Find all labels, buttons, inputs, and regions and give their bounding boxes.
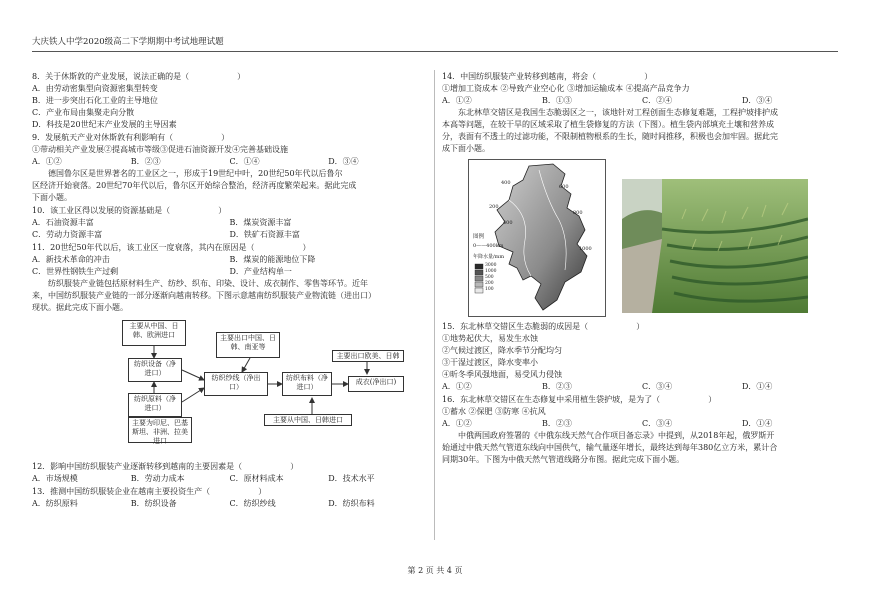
ruhr-intro-1: 德国鲁尔区是世界著名的工业区之一，形成于19世纪中叶，20世纪50年代以后鲁尔 (48, 169, 343, 178)
pipeline-intro-1: 中俄两国政府签署的《中俄东线天然气合作项目备忘录》中提到，从2018年起，俄罗斯开 (458, 431, 775, 440)
q15-option-c: C．③④ (642, 382, 673, 391)
q14-options (442, 95, 842, 107)
contour-label: 1000 (579, 246, 592, 252)
question-12: 12．影响中国纺织服装产业逐渐转移到越南的主要因素是（ ） (32, 462, 299, 471)
box-garment: 成衣(净出口) (348, 376, 404, 392)
page-footer (0, 565, 870, 577)
legend-value: 3000 (485, 263, 497, 268)
map-scale: 0——400km (473, 243, 504, 249)
q14-choices: ①增加工资成本 ②导致产业空心化 ③增加运输成本 ④提高产品竞争力 (442, 84, 690, 93)
slope-photo (622, 179, 808, 313)
q10-option-b: B．煤炭资源丰富 (229, 218, 292, 227)
q12-option-d: D．技术水平 (328, 474, 375, 483)
q12-option-b: B．劳动力成本 (130, 474, 185, 483)
exam-header (32, 36, 838, 52)
question-11: 11．20世纪50年代以后，该工业区一度衰落，其内在原因是（ ） (32, 243, 311, 252)
textile-flowchart (32, 320, 427, 453)
q8-option-b: B．进一步突出石化工业的主导地位 (32, 96, 158, 105)
q16-option-a: A．①② (442, 419, 472, 428)
question-16: 16．东北林草交错区在生态修复中采用植生袋护坡，是为了（ ） (442, 395, 717, 404)
q10-option-c: C．劳动力资源丰富 (32, 230, 103, 239)
question-8: 8．关于休斯敦的产业发展，说法正确的是（ ） (32, 72, 246, 81)
q15-choice-3: ③干湿过渡区，降水变率小 (442, 358, 538, 367)
q9-option-b: B．②③ (130, 157, 161, 166)
exam-title: 大庆铁人中学2020级高二下学期期中考试地理试题 (32, 37, 224, 47)
question-14: 14．中国纺织服装产业转移到越南，将会（ ） (442, 72, 653, 81)
q16-option-b: B．②③ (542, 419, 572, 428)
q16-option-c: C．③④ (642, 419, 673, 428)
figure-row (442, 159, 842, 317)
contour-label: 400 (501, 180, 511, 186)
legend-value: 100 (485, 287, 494, 292)
q13-options (32, 498, 427, 510)
q13-option-d: D．纺织布料 (328, 499, 375, 508)
q10-options-row1 (32, 217, 427, 229)
legend-value: 500 (485, 275, 494, 280)
q14-option-c: C．②④ (642, 96, 673, 105)
q13-option-c: C．纺织纱线 (229, 499, 276, 508)
question-10: 10．该工业区得以发展的资源基础是（ ） (32, 206, 227, 215)
q9-choices: ①带动相关产业发展②提高城市等级③促进石油资源开发④完善基础设施 (32, 145, 288, 154)
q13-option-b: B．纺织设备 (130, 499, 177, 508)
ecotone-intro-3: 分，表面有不透土的过滤功能，不限制植物根系的生长，随时间推移，积极也会加牢固。据此完 (442, 132, 778, 141)
contour-label: 800 (573, 210, 583, 216)
q9-option-d: D．③④ (328, 157, 359, 166)
textile-intro-3: 现状。据此完成下面小题。 (32, 303, 128, 312)
legend-value: 200 (485, 281, 494, 286)
page-number: 第 2 页 共 4 页 (407, 566, 463, 575)
contour-label: 200 (489, 204, 499, 210)
q15-option-a: A．①② (442, 382, 472, 391)
q15-options (442, 381, 842, 393)
q11-options-row1 (32, 254, 427, 266)
box-export-us: 主要出口欧美、日韩 (332, 350, 404, 362)
precipitation-map (468, 159, 606, 317)
column-divider (434, 70, 435, 540)
textile-intro-2: 来，中国纺织服装产业链的一部分逐渐向越南转移。下图示意越南纺织服装产业物流链（进出口） (32, 291, 376, 300)
right-column (442, 70, 842, 466)
box-material-source: 主要为印尼、巴基斯坦、非洲、拉美进口 (128, 417, 192, 443)
map-legend-sub: 年降水量/mm (473, 254, 505, 260)
contour-label: 600 (559, 184, 569, 190)
q9-option-a: A．①② (32, 157, 62, 166)
ecotone-intro-1: 东北林草交错区是我国生态脆弱区之一，该地针对工程创面生态修复难题，工程护坡排护成 (458, 108, 778, 117)
q15-choice-1: ①地势起伏大，易发生水蚀 (442, 334, 538, 343)
box-textile-fabric: 纺织布料（净进口） (282, 372, 332, 396)
q12-options (32, 473, 427, 485)
ecotone-intro-2: 本高等问题，在较干旱的区域采取了植生袋修复的方法（下图）。植生袋内部填充土壤和营养成 (442, 120, 774, 129)
q10-option-d: D．铁矿石资源丰富 (229, 230, 300, 239)
q8-option-a: A．由劳动密集型向资源密集型转变 (32, 84, 158, 93)
q15-choice-4: ④昕冬季风强地面，易受风力侵蚀 (442, 370, 562, 379)
ecotone-intro-4: 成下面小题。 (442, 144, 490, 153)
q16-option-d: D．①④ (742, 419, 773, 428)
box-import-japan: 主要从中国、日韩进口 (264, 414, 352, 426)
q9-option-c: C．①④ (229, 157, 260, 166)
pipeline-intro-3: 同期30年。下图为中俄天然气管道线路分布图。据此完成下面小题。 (442, 455, 685, 464)
q8-option-d: D．科技是20世纪末产业发展的主导因素 (32, 120, 177, 129)
q11-options-row2 (32, 266, 427, 278)
q11-option-d: D．产业结构单一 (229, 267, 292, 276)
question-13: 13．推测中国纺织服装企业在越南主要投资生产（ ） (32, 487, 267, 496)
q8-option-c: C．产业布局由集聚走向分散 (32, 108, 135, 117)
q9-options (32, 156, 427, 168)
q14-option-a: A．①② (442, 96, 472, 105)
box-textile-equipment: 纺织设备（净进口） (128, 358, 182, 382)
pipeline-intro-2: 始通过中俄天然气管道东线向中国供气，输气量逐年增长，最终达到每年380亿立方米，累计合 (442, 443, 778, 452)
question-9: 9．发展航天产业对休斯敦有利影响有（ ） (32, 133, 230, 142)
q11-option-b: B．煤炭的能源地位下降 (229, 255, 316, 264)
q13-option-a: A．纺织原料 (32, 499, 78, 508)
textile-intro-1: 纺织服装产业链包括原材料生产、纺纱、织布、印染、设计、成衣制作、零售等环节。近年 (48, 279, 368, 288)
q15-choice-2: ②气候过渡区，降水季节分配均匀 (442, 346, 562, 355)
legend-value: 1000 (485, 269, 497, 274)
q11-option-a: A．新技术革命的冲击 (32, 255, 110, 264)
q14-option-b: B．①③ (542, 96, 572, 105)
q12-option-c: C．原材料成本 (229, 474, 284, 483)
q15-option-d: D．①④ (742, 382, 773, 391)
box-textile-material: 纺织原料（净进口） (128, 393, 182, 417)
ruhr-intro-2: 区经济开始衰落。20世纪70年代以后，鲁尔区开始综合整治，经济再度繁荣起来。据此完成 (32, 181, 357, 190)
q10-option-a: A．石油资源丰富 (32, 218, 94, 227)
q16-options (442, 418, 842, 430)
grass-slope-photo-icon (622, 179, 808, 313)
map-legend-title: 图例 (473, 234, 485, 240)
q14-option-d: D．③④ (742, 96, 773, 105)
q15-option-b: B．②③ (542, 382, 572, 391)
contour-label: 400 (503, 220, 513, 226)
q16-choices: ①蓄水 ②保肥 ③防寒 ④抗风 (442, 407, 546, 416)
q10-options-row2 (32, 229, 427, 241)
box-import-china: 主要从中国、日韩、欧洲进口 (122, 320, 186, 346)
q11-option-c: C．世界性钢铁生产过剩 (32, 267, 119, 276)
question-15: 15．东北林草交错区生态脆弱的成因是（ ） (442, 322, 645, 331)
left-column (32, 70, 427, 510)
box-export-china: 主要出口中国、日韩、南亚等 (216, 332, 280, 358)
map-legend-values (485, 263, 496, 293)
q12-option-a: A．市场规模 (32, 474, 78, 483)
box-textile-yarn: 纺织纱线（净出口） (204, 372, 268, 396)
ruhr-intro-3: 下面小题。 (32, 193, 72, 202)
